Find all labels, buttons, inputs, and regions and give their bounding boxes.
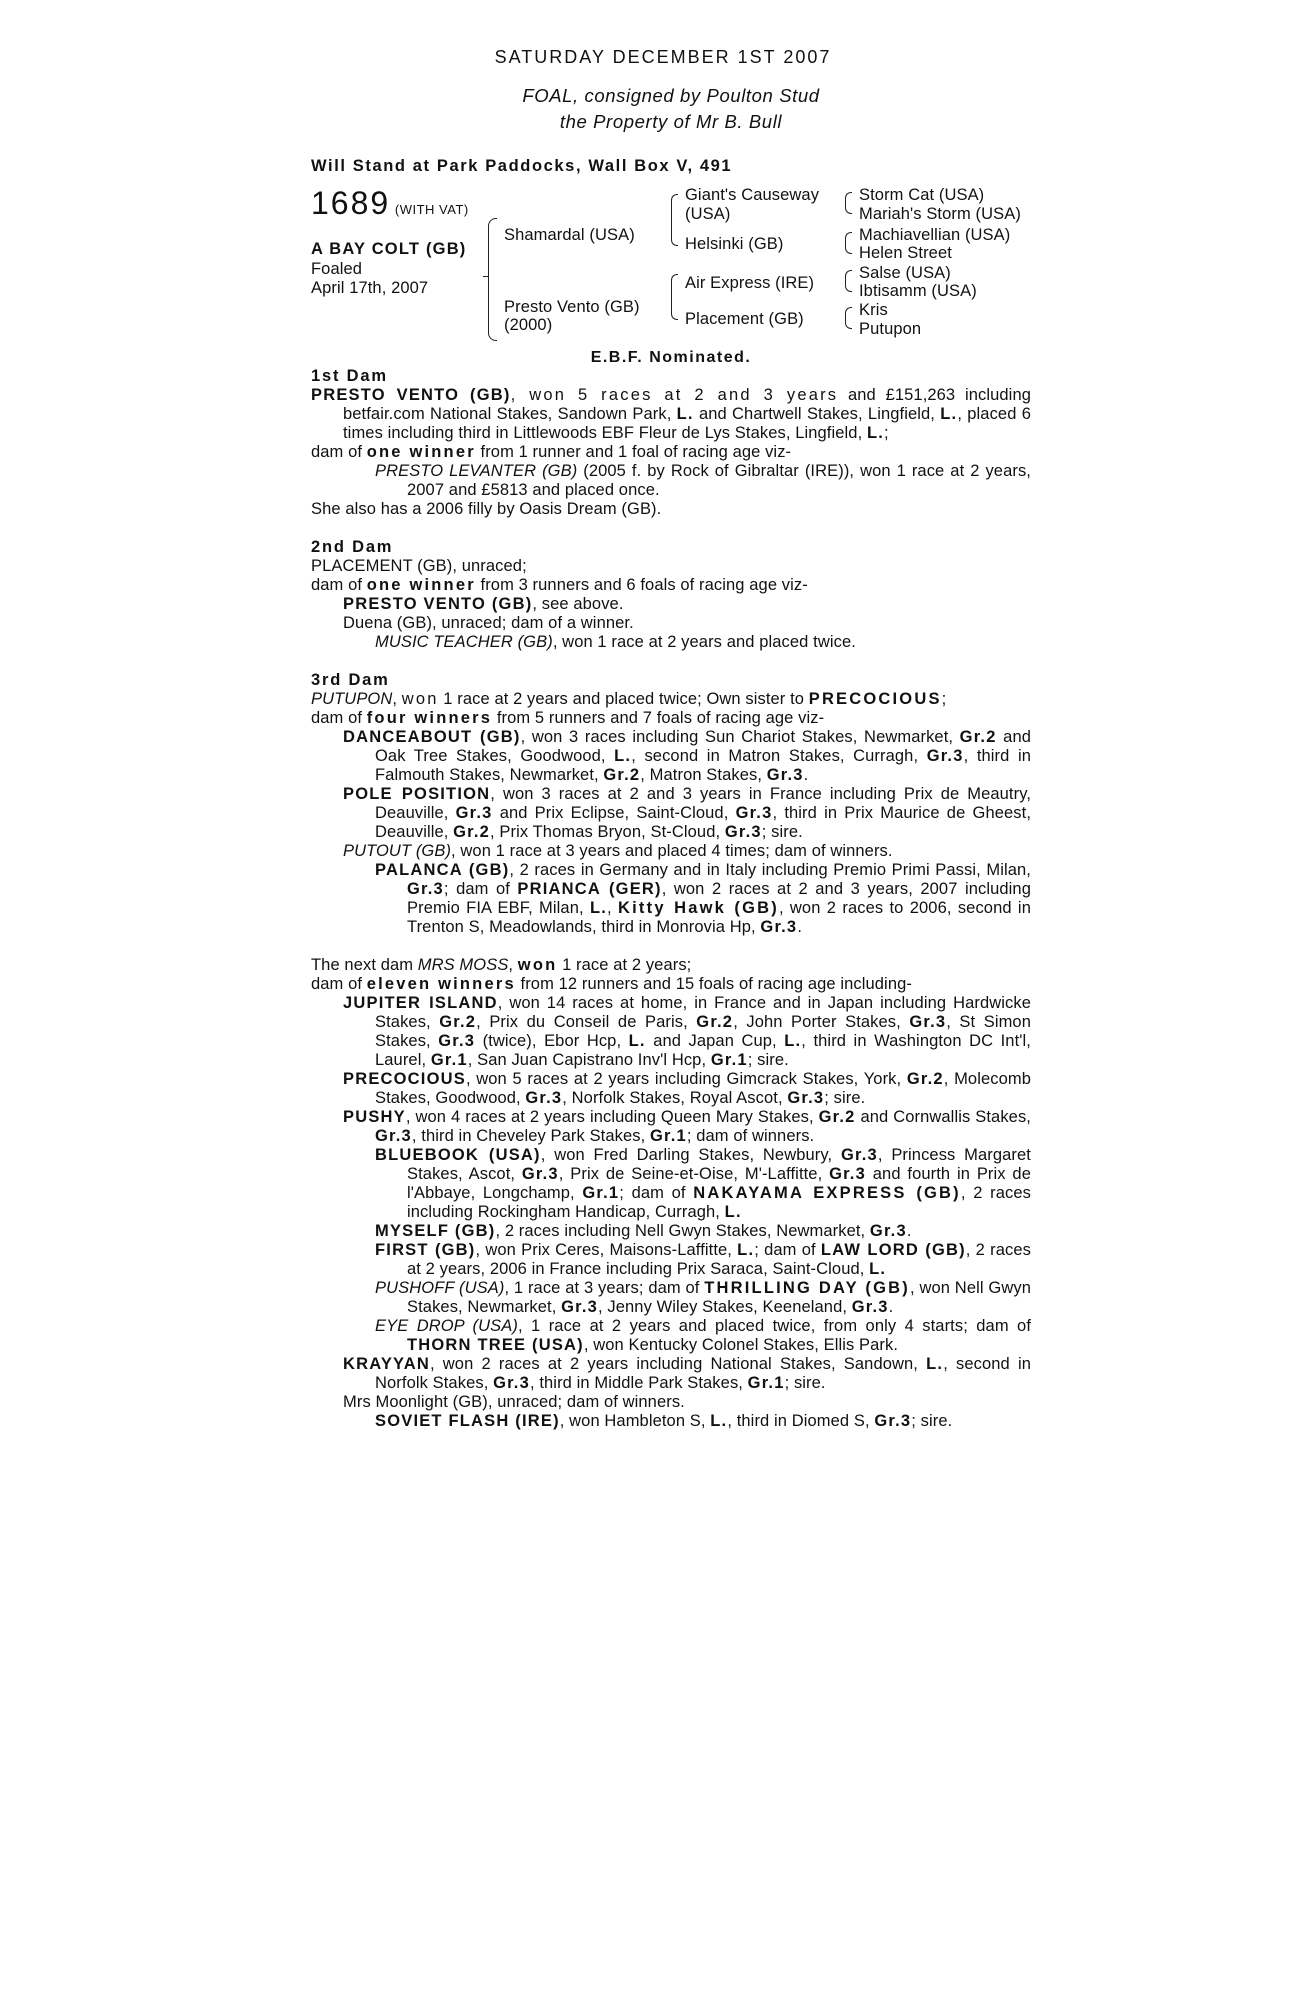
text: (2005 f. by Rock of Gibraltar (IRE)), won 1 race at 2 years, 2007 and £5813 and placed once. bbox=[407, 462, 1031, 499]
horse-name: MUSIC TEACHER (GB) bbox=[375, 633, 553, 651]
text: , John Porter Stakes, bbox=[733, 1013, 910, 1031]
first-dam-produce-summary bbox=[311, 443, 1031, 462]
text: and £151,263 including betfair.com National Stakes, Sandown Park, bbox=[343, 386, 1031, 423]
grade: Gr.3 bbox=[909, 1013, 947, 1031]
grade: L. bbox=[710, 1412, 728, 1430]
first-dam-record bbox=[311, 386, 1031, 443]
text: , 1 race at 2 years and placed twice, from only 4 starts; dam of bbox=[517, 1317, 1032, 1335]
brace-g3-1 bbox=[845, 192, 852, 214]
text: ; sire. bbox=[784, 1374, 826, 1392]
stand-location: Will Stand at Park Paddocks, Wall Box V, 491 bbox=[311, 157, 733, 175]
text: . bbox=[803, 766, 809, 784]
text: dam of bbox=[311, 443, 367, 461]
text: , Norfolk Stakes, Royal Ascot, bbox=[562, 1089, 788, 1107]
grade: Gr.1 bbox=[747, 1374, 785, 1392]
horse-name: PRECOCIOUS bbox=[808, 690, 942, 708]
sds-name: Machiavellian (USA) bbox=[859, 226, 1011, 244]
produce-myself bbox=[375, 1222, 1031, 1241]
grade: Gr.3 bbox=[926, 747, 964, 765]
horse-name: LAW LORD (GB) bbox=[820, 1241, 966, 1259]
second-dam-produce-2: Duena (GB), unraced; dam of a winner. bbox=[343, 614, 634, 632]
text: , won 4 races at 2 years including Queen Mary Stakes, bbox=[405, 1108, 819, 1126]
text: won bbox=[401, 690, 439, 708]
produce-putout bbox=[343, 842, 1031, 861]
first-dam-section bbox=[311, 367, 1031, 519]
grade: Gr.1 bbox=[430, 1051, 468, 1069]
text: , bbox=[607, 899, 619, 917]
second-dam-record: PLACEMENT (GB), unraced; bbox=[311, 557, 527, 575]
grade: Gr.3 bbox=[869, 1222, 907, 1240]
foaled-date: April 17th, 2007 bbox=[311, 279, 429, 297]
text: and Prix Eclipse, Saint-Cloud, bbox=[492, 804, 736, 822]
text: , Matron Stakes, bbox=[640, 766, 767, 784]
grade: L. bbox=[869, 1260, 887, 1278]
text: , 1 race at 3 years; dam of bbox=[504, 1279, 705, 1297]
text: from 12 runners and 15 foals of racing age including- bbox=[515, 975, 912, 993]
winners-count: eleven winners bbox=[366, 975, 516, 993]
grade: Gr.2 bbox=[818, 1108, 856, 1126]
text: . bbox=[888, 1298, 894, 1316]
horse-name: PRESTO VENTO (GB) bbox=[311, 386, 511, 404]
grade: Gr.3 bbox=[493, 1374, 530, 1392]
second-dam-produce-summary bbox=[311, 576, 1031, 595]
grade: L. bbox=[926, 1355, 944, 1373]
second-dam-produce-2-1 bbox=[375, 633, 1031, 652]
third-dam-section bbox=[311, 671, 1031, 937]
horse-name: POLE POSITION bbox=[343, 785, 491, 803]
grade: Gr.3 bbox=[735, 804, 773, 822]
produce-pushy bbox=[343, 1108, 1031, 1146]
horse-name: SOVIET FLASH (IRE) bbox=[375, 1412, 560, 1430]
text: from 1 runner and 1 foal of racing age viz- bbox=[475, 443, 792, 461]
text: , third in Washington DC Int'l, Laurel, bbox=[375, 1032, 1031, 1069]
text: , won 2 races at 2 and 3 years, 2007 including Premio FIA EBF, Milan, bbox=[407, 880, 1031, 917]
text: , placed 6 times including third in Littlewoods EBF Fleur de Lys Stakes, Lingfield, bbox=[343, 405, 1031, 442]
grade: Gr.3 bbox=[851, 1298, 889, 1316]
winners-count: one winner bbox=[366, 443, 476, 461]
text: , bbox=[392, 690, 402, 708]
text: , third in Cheveley Park Stakes, bbox=[411, 1127, 650, 1145]
grade: L. bbox=[676, 405, 694, 423]
produce-pole-position bbox=[343, 785, 1031, 842]
dds-name: Kris bbox=[859, 301, 888, 319]
text: , won Hambleton S, bbox=[559, 1412, 711, 1430]
text: , third in Middle Park Stakes, bbox=[529, 1374, 748, 1392]
grade: L. bbox=[589, 899, 608, 917]
text: , won 3 races including Sun Chariot Stakes, Newmarket, bbox=[520, 728, 960, 746]
grade: L. bbox=[737, 1241, 755, 1259]
text: , see above. bbox=[532, 595, 624, 613]
next-dam-section bbox=[311, 956, 1031, 1431]
text: , won 5 races at 2 years including Gimcrack Stakes, York, bbox=[465, 1070, 907, 1088]
sale-date: SATURDAY DECEMBER 1ST 2007 bbox=[494, 47, 832, 67]
produce-soviet-flash bbox=[375, 1412, 1031, 1431]
ddd-name: Putupon bbox=[859, 320, 922, 338]
catalogue-page bbox=[311, 48, 1031, 1431]
grade: Gr.3 bbox=[787, 1089, 825, 1107]
horse-name: Kitty Hawk (GB) bbox=[618, 899, 779, 917]
text: , won 5 races at 2 and 3 years bbox=[510, 386, 839, 404]
grade: Gr.3 bbox=[455, 804, 493, 822]
horse-name: THORN TREE (USA) bbox=[407, 1336, 584, 1354]
horse-name: PRIANCA (GER) bbox=[517, 880, 662, 898]
grade: Gr.2 bbox=[959, 728, 997, 746]
text: from 5 runners and 7 foals of racing age viz- bbox=[492, 709, 825, 727]
produce-danceabout bbox=[343, 728, 1031, 785]
second-dam-heading: 2nd Dam bbox=[311, 538, 394, 556]
grade: Gr.1 bbox=[582, 1184, 620, 1202]
sdd-name: Helen Street bbox=[859, 244, 952, 262]
grade: Gr.2 bbox=[906, 1070, 944, 1088]
text: , Prix de Seine-et-Oise, M'-Laffitte, bbox=[558, 1165, 830, 1183]
text: , won 3 races at 2 and 3 years in France including Prix de Meautry, Deauville, bbox=[375, 785, 1032, 822]
brace-sire-dam-bottom bbox=[488, 278, 497, 341]
pedigree-table bbox=[311, 186, 1031, 346]
grade: Gr.3 bbox=[438, 1032, 476, 1050]
text: , Prix du Conseil de Paris, bbox=[476, 1013, 697, 1031]
horse-name: PUTOUT (GB) bbox=[343, 842, 452, 860]
lot-number: 1689 bbox=[311, 185, 391, 221]
text: and Japan Cup, bbox=[645, 1032, 785, 1050]
vat-label: (WITH VAT) bbox=[394, 202, 469, 217]
first-dam-heading: 1st Dam bbox=[311, 367, 388, 385]
sire-sire-line1: Giant's Causeway bbox=[685, 186, 820, 204]
winners-count: four winners bbox=[366, 709, 493, 727]
text: , 2 races including Nell Gwyn Stakes, Newmarket, bbox=[495, 1222, 870, 1240]
text: , won Nell Gwyn Stakes, Newmarket, bbox=[407, 1279, 1031, 1316]
sire-sire-line2: (USA) bbox=[685, 205, 731, 223]
grade: L. bbox=[940, 405, 958, 423]
grade: L. bbox=[614, 747, 632, 765]
consignor-line-2: the Property of Mr B. Bull bbox=[559, 111, 783, 132]
produce-jupiter-island bbox=[343, 994, 1031, 1070]
first-dam-produce-1 bbox=[375, 462, 1031, 500]
lot-description: A BAY COLT (GB) bbox=[311, 240, 467, 258]
horse-name: EYE DROP (USA) bbox=[375, 1317, 518, 1335]
text: won bbox=[517, 956, 558, 974]
dss-name: Salse (USA) bbox=[859, 264, 951, 282]
brace-g3-3 bbox=[845, 270, 852, 292]
text: ; sire. bbox=[824, 1089, 866, 1107]
horse-name: THRILLING DAY (GB) bbox=[704, 1279, 910, 1297]
grade: Gr.3 bbox=[561, 1298, 599, 1316]
text: dam of bbox=[311, 576, 367, 594]
grade: Gr.3 bbox=[407, 880, 444, 898]
text: ; dam of winners. bbox=[686, 1127, 815, 1145]
text: . bbox=[906, 1222, 912, 1240]
consignor-line-1: FOAL, consigned by Poulton Stud bbox=[522, 85, 820, 106]
text: 1 race at 2 years and placed twice; Own sister to bbox=[438, 690, 809, 708]
text: , 2 races including Rockingham Handicap, Curragh, bbox=[407, 1184, 1031, 1221]
sire-dam: Helsinki (GB) bbox=[685, 235, 784, 253]
horse-name: PUTUPON bbox=[311, 690, 393, 708]
grade: Gr.3 bbox=[829, 1165, 866, 1183]
produce-first bbox=[375, 1241, 1031, 1279]
horse-name: FIRST (GB) bbox=[375, 1241, 476, 1259]
text: dam of bbox=[311, 709, 367, 727]
foaled-label: Foaled bbox=[311, 260, 363, 278]
grade: L. bbox=[724, 1203, 742, 1221]
second-dam-produce-1 bbox=[343, 595, 1031, 614]
text: ; sire. bbox=[747, 1051, 789, 1069]
text: and Chartwell Stakes, Lingfield, bbox=[693, 405, 941, 423]
horse-name: DANCEABOUT (GB) bbox=[343, 728, 521, 746]
grade: Gr.3 bbox=[840, 1146, 878, 1164]
text: ; sire. bbox=[911, 1412, 953, 1430]
next-dam-produce-summary bbox=[311, 975, 1031, 994]
produce-bluebook bbox=[375, 1146, 1031, 1222]
horse-name: PRECOCIOUS bbox=[343, 1070, 466, 1088]
grade: Gr.3 bbox=[521, 1165, 559, 1183]
text: ; sire. bbox=[761, 823, 803, 841]
horse-name: MYSELF (GB) bbox=[375, 1222, 496, 1240]
dam-name-line1: Presto Vento (GB) bbox=[504, 298, 640, 316]
grade: Gr.2 bbox=[439, 1013, 477, 1031]
text: , second in Matron Stakes, Curragh, bbox=[631, 747, 927, 765]
consignor-line bbox=[311, 83, 1031, 135]
produce-krayyan bbox=[343, 1355, 1031, 1393]
text: , won Kentucky Colonel Stakes, Ellis Park. bbox=[583, 1336, 899, 1354]
grade: Gr.1 bbox=[649, 1127, 687, 1145]
text: , Princess Margaret Stakes, Ascot, bbox=[407, 1146, 1031, 1183]
grade: Gr.2 bbox=[453, 823, 491, 841]
text: , St Simon Stakes, bbox=[375, 1013, 1031, 1050]
brace-g3-2 bbox=[845, 232, 852, 254]
text: , won 2 races to 2006, second in Trenton S, Meadowlands, third in Monrovia Hp, bbox=[407, 899, 1031, 936]
grade: Gr.3 bbox=[724, 823, 762, 841]
grade: Gr.3 bbox=[375, 1127, 412, 1145]
third-dam-produce-summary bbox=[311, 709, 1031, 728]
text: The next dam bbox=[311, 956, 418, 974]
dsd-name: Ibtisamm (USA) bbox=[859, 282, 977, 300]
grade: Gr.2 bbox=[603, 766, 641, 784]
text: , 2 races in Germany and in Italy including Premio Primi Passi, Milan, bbox=[509, 861, 1031, 879]
text: , won 2 races at 2 years including National Stakes, Sandown, bbox=[429, 1355, 927, 1373]
produce-mrs-moonlight: Mrs Moonlight (GB), unraced; dam of winners. bbox=[343, 1393, 685, 1411]
text: , San Juan Capistrano Inv'l Hcp, bbox=[467, 1051, 711, 1069]
text: dam of bbox=[311, 975, 367, 993]
grade: Gr.3 bbox=[874, 1412, 912, 1430]
horse-name: NAKAYAMA EXPRESS (GB) bbox=[693, 1184, 961, 1202]
horse-name: PALANCA (GB) bbox=[375, 861, 510, 879]
text: from 3 runners and 6 foals of racing age viz- bbox=[475, 576, 808, 594]
produce-eye-drop bbox=[375, 1317, 1031, 1355]
text: 1 race at 2 years; bbox=[557, 956, 692, 974]
text: , third in Prix Maurice de Gheest, Deauville, bbox=[375, 804, 1032, 841]
grade: Gr.3 bbox=[760, 918, 798, 936]
text: , Jenny Wiley Stakes, Keeneland, bbox=[598, 1298, 852, 1316]
horse-name: MRS MOSS bbox=[417, 956, 509, 974]
text: , won 1 race at 3 years and placed 4 times; dam of winners. bbox=[451, 842, 893, 860]
text: , third in Diomed S, bbox=[727, 1412, 875, 1430]
brace-g3-4 bbox=[845, 307, 852, 329]
horse-name: BLUEBOOK (USA) bbox=[375, 1146, 541, 1164]
grade: Gr.3 bbox=[766, 766, 804, 784]
text: , won 1 race at 2 years and placed twice. bbox=[552, 633, 856, 651]
text: , won Prix Ceres, Maisons-Laffitte, bbox=[475, 1241, 738, 1259]
first-dam-note: She also has a 2006 filly by Oasis Dream (GB). bbox=[311, 500, 662, 518]
grade: L. bbox=[628, 1032, 646, 1050]
text: , 2 races at 2 years, 2006 in France including Prix Saraca, Saint-Cloud, bbox=[407, 1241, 1031, 1278]
dam-sire: Air Express (IRE) bbox=[685, 274, 815, 292]
grade: L. bbox=[784, 1032, 802, 1050]
sss-name: Storm Cat (USA) bbox=[859, 186, 985, 204]
produce-pushoff bbox=[375, 1279, 1031, 1317]
ssd-name: Mariah's Storm (USA) bbox=[859, 205, 1021, 223]
text: and Cornwallis Stakes, bbox=[855, 1108, 1031, 1126]
horse-name: PRESTO LEVANTER (GB) bbox=[375, 462, 578, 480]
winners-count: one winner bbox=[366, 576, 476, 594]
horse-name: PRESTO VENTO (GB) bbox=[343, 595, 533, 613]
text: ; dam of bbox=[754, 1241, 821, 1259]
text: ; bbox=[941, 690, 947, 708]
text: (twice), Ebor Hcp, bbox=[475, 1032, 629, 1050]
brace-sire bbox=[671, 194, 678, 246]
text: ; dam of bbox=[619, 1184, 694, 1202]
third-dam-record bbox=[311, 690, 1031, 709]
horse-name: PUSHOFF (USA) bbox=[375, 1279, 505, 1297]
dam-dam: Placement (GB) bbox=[685, 310, 804, 328]
grade: Gr.2 bbox=[696, 1013, 734, 1031]
brace-dam bbox=[671, 274, 678, 320]
text: . bbox=[797, 918, 802, 936]
third-dam-heading: 3rd Dam bbox=[311, 671, 390, 689]
horse-name: JUPITER ISLAND bbox=[343, 994, 498, 1012]
text: ; dam of bbox=[443, 880, 518, 898]
text: , bbox=[508, 956, 518, 974]
produce-palanca bbox=[375, 861, 1031, 937]
text: and fourth in Prix de l'Abbaye, Longchamp, bbox=[407, 1165, 1031, 1202]
horse-name: PUSHY bbox=[343, 1108, 406, 1126]
text: ; bbox=[884, 424, 889, 442]
text: , second in Norfolk Stakes, bbox=[375, 1355, 1031, 1392]
second-dam-section bbox=[311, 538, 1031, 652]
ebf-nominated: E.B.F. Nominated. bbox=[590, 349, 752, 366]
dam-name-line2: (2000) bbox=[504, 316, 553, 334]
grade: L. bbox=[866, 424, 885, 442]
grade: Gr.1 bbox=[710, 1051, 748, 1069]
brace-sire-dam-top bbox=[488, 218, 497, 279]
text: and Oak Tree Stakes, Goodwood, bbox=[375, 728, 1032, 765]
text: , Prix Thomas Bryon, St-Cloud, bbox=[490, 823, 725, 841]
text: , won 14 races at home, in France and in Japan including Hardwicke Stakes, bbox=[375, 994, 1031, 1031]
grade: Gr.3 bbox=[525, 1089, 563, 1107]
text: , won Fred Darling Stakes, Newbury, bbox=[540, 1146, 841, 1164]
horse-name: KRAYYAN bbox=[343, 1355, 430, 1373]
next-dam-record bbox=[311, 956, 1031, 975]
produce-precocious bbox=[343, 1070, 1031, 1108]
sire-name: Shamardal (USA) bbox=[504, 226, 635, 244]
lot-number-block bbox=[311, 185, 469, 221]
text: , Molecomb Stakes, Goodwood, bbox=[375, 1070, 1031, 1107]
text: , third in Falmouth Stakes, Newmarket, bbox=[375, 747, 1031, 784]
